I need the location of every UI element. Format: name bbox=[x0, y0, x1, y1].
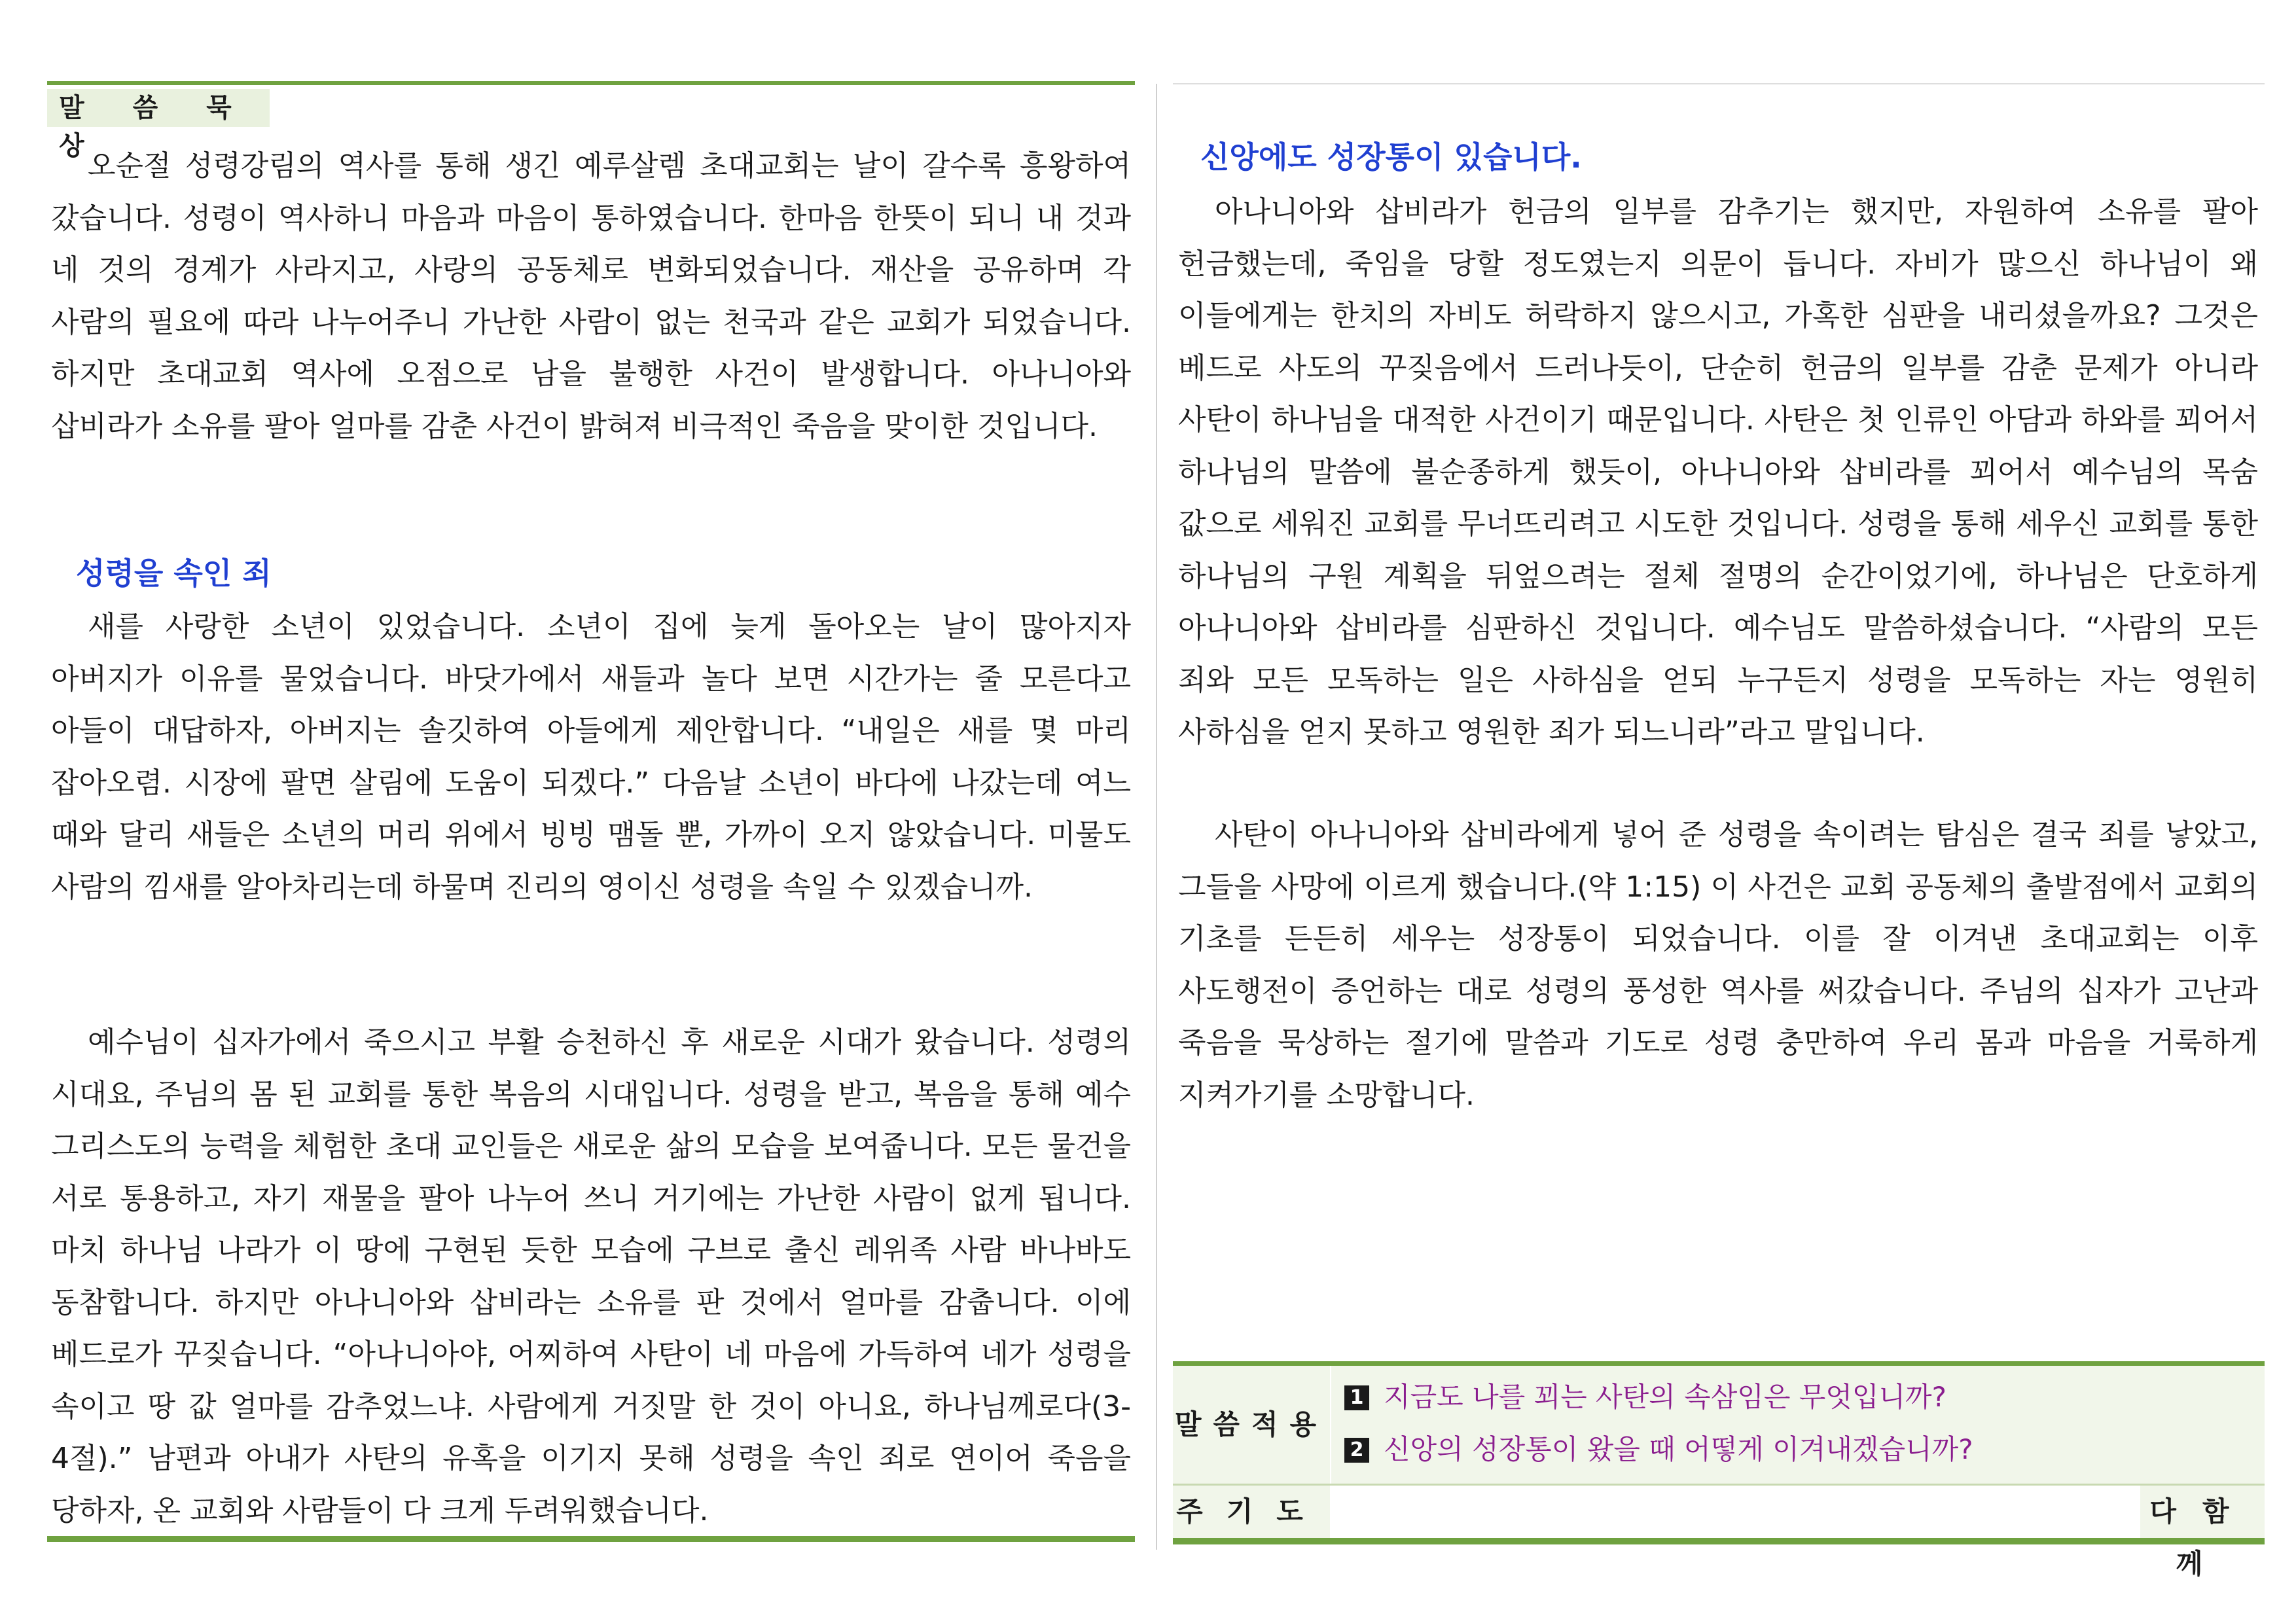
number-1-icon: 1 bbox=[1344, 1385, 1369, 1410]
heading-growing-pains: 신앙에도 성장통이 있습니다. bbox=[1200, 139, 1582, 175]
judgment-paragraph: 아나니아와 삽비라가 헌금의 일부를 감추기는 했지만, 자원하여 소유를 팔아 헌금했는데, 죽임을 당할 정도였는지 의문이 듭니다. 자비가 많으신 하나님이 왜 이들에게는 한치의 자비도 허락하지 않으시고, 가혹한 심판을 내리셨을까요? 그것은 베드로 사도의 꾸짖음에서 드러나듯이, 단순히 헌금의 일부를 감춘 문제가 아니라 사탄이 하나님을 대적한 사건이기 때문입니다. 사탄은 첫 인류인 아담과 하와를 꾀어서 하나님의 말씀에 불순종하게 했듯이, 아나니아와 삽비라를 꾀어서 예수님의 목숨 값으로 세워진 교회를 무너뜨리려고 시도한 것입니다. 성령을 통해 세우신 교회를 통한 하나님의 구원 계획을 뒤엎으려는 절체 절명의 순간이었기에, 하나님은 단호하게 아나니아와 삽비라를 심판하신 것입니다. 예수님도 말씀하셨습니다. “사람의 모든 죄와 모든 모독하는 일은 사하심을 얻되 누구든지 성령을 모독하는 자는 영원히 사하심을 얻지 못하고 영원한 죄가 되느니라”라고 말입니다. bbox=[1178, 195, 2258, 749]
question-1 bbox=[1344, 1374, 1946, 1420]
column-divider bbox=[1156, 84, 1157, 1550]
prayer-blank-cell bbox=[1331, 1486, 2139, 1538]
all-together-label: 다함께 bbox=[2140, 1486, 2265, 1538]
question-1-text: 지금도 나를 꾀는 사탄의 속삼임은 무엇입니까? bbox=[1384, 1381, 1946, 1413]
intro-paragraph: 오순절 성령강림의 역사를 통해 생긴 예루살렘 초대교회는 날이 갈수록 흥왕하여 갔습니다. 성령이 역사하니 마음과 마음이 통하였습니다. 한마음 한뜻이 되니 내 것과 네 것의 경계가 사라지고, 사랑의 공동체로 변화되었습니다. 재산을 공유하며 각 사람의 필요에 따라 나누어주니 가난한 사람이 없는 천국과 같은 교회가 되었습니다. 하지만 초대교회 역사에 오점으로 남을 불행한 사건이 발생합니다. 아나니아와 삽비라가 소유를 팔아 얼마를 감춘 사건이 밝혀져 비극적인 죽음을 맞이한 것입니다. bbox=[51, 149, 1131, 443]
bird-story-paragraph: 새를 사랑한 소년이 있었습니다. 소년이 집에 늦게 돌아오는 날이 많아지자 아버지가 이유를 물었습니다. 바닷가에서 새들과 놀다 보면 시간가는 줄 모른다고 아들이 대답하자, 아버지는 솔깃하여 아들에게 제안합니다. “내일은 새를 몇 마리 잡아오렴. 시장에 팔면 살림에 도움이 되겠다.” 다음날 소년이 바다에 나갔는데 여느 때와 달리 새들은 소년의 머리 위에서 빙빙 맴돌 뿐, 가까이 오지 않았습니다. 미물도 사람의 낌새를 알아차리는데 하물며 진리의 영이신 성령을 속일 수 있겠습니까. bbox=[51, 610, 1131, 904]
number-2-icon: 2 bbox=[1344, 1438, 1369, 1463]
question-2-text: 신앙의 성장통이 왔을 때 어떻게 이겨내겠습니까? bbox=[1384, 1433, 1973, 1465]
application-top-rule bbox=[1173, 1361, 2265, 1366]
heading-sin-against-spirit: 성령을 속인 죄 bbox=[76, 556, 272, 591]
growing-pains-column bbox=[1175, 81, 2263, 1128]
application-box bbox=[1173, 1361, 2265, 1580]
application-label: 말씀적용 bbox=[1174, 1408, 1329, 1440]
bottom-rule-left bbox=[47, 1536, 1135, 1542]
question-2 bbox=[1344, 1427, 1973, 1472]
conclusion-paragraph: 사탄이 아나니아와 삽비라에게 넣어 준 성령을 속이려는 탐심은 결국 죄를 낳았고, 그들을 사망에 이르게 했습니다.(약 1:15) 이 사건은 교회 공동체의 출발점에서 교회의 기초를 든든히 세우는 성장통이 되었습니다. 이를 잘 이겨낸 초대교회는 이후 사도행전이 증언하는 대로 성령의 풍성한 역사를 써갔습니다. 주님의 십자가 고난과 죽음을 묵상하는 절기에 말씀과 기도로 성령 충만하여 우리 몸과 마음을 거룩하게 지켜가기를 소망합니다. bbox=[1178, 818, 2258, 1112]
prayer-row bbox=[1173, 1486, 2265, 1580]
section-title-meditation: 말 씀 묵 상 bbox=[47, 89, 270, 127]
meditation-column bbox=[47, 81, 1135, 1542]
top-rule-left bbox=[47, 81, 1135, 85]
lords-prayer-label: 주기도 bbox=[1173, 1486, 1330, 1538]
new-era-paragraph: 예수님이 십자가에서 죽으시고 부활 승천하신 후 새로운 시대가 왔습니다. 성령의 시대요, 주님의 몸 된 교회를 통한 복음의 시대입니다. 성령을 받고, 복음을 통해 예수 그리스도의 능력을 체험한 초대 교인들은 새로운 삶의 모습을 보여줍니다. 모든 물건을 서로 통용하고, 자기 재물을 팔아 나누어 쓰니 거기에는 가난한 사람이 없게 됩니다. 마치 하나님 나라가 이 땅에 구현된 듯한 모습에 구브로 출신 레위족 사람 바나바도 동참합니다. 하지만 아나니아와 삽비라는 소유를 판 것에서 얼마를 감춥니다. 이에 베드로가 꾸짖습니다. “아나니아야, 어찌하여 사탄이 네 마음에 가득하여 네가 성령을 속이고 땅 값 얼마를 감추었느냐. 사람에게 거짓말 한 것이 아니요, 하나님께로다(3-4절).” 남편과 아내가 사탄의 유혹을 이기지 못해 성령을 속인 죄로 연이어 죽음을 당하자, 온 교회와 사람들이 다 크게 두려워했습니다. bbox=[51, 1026, 1131, 1527]
application-bottom-rule bbox=[1173, 1538, 2265, 1544]
